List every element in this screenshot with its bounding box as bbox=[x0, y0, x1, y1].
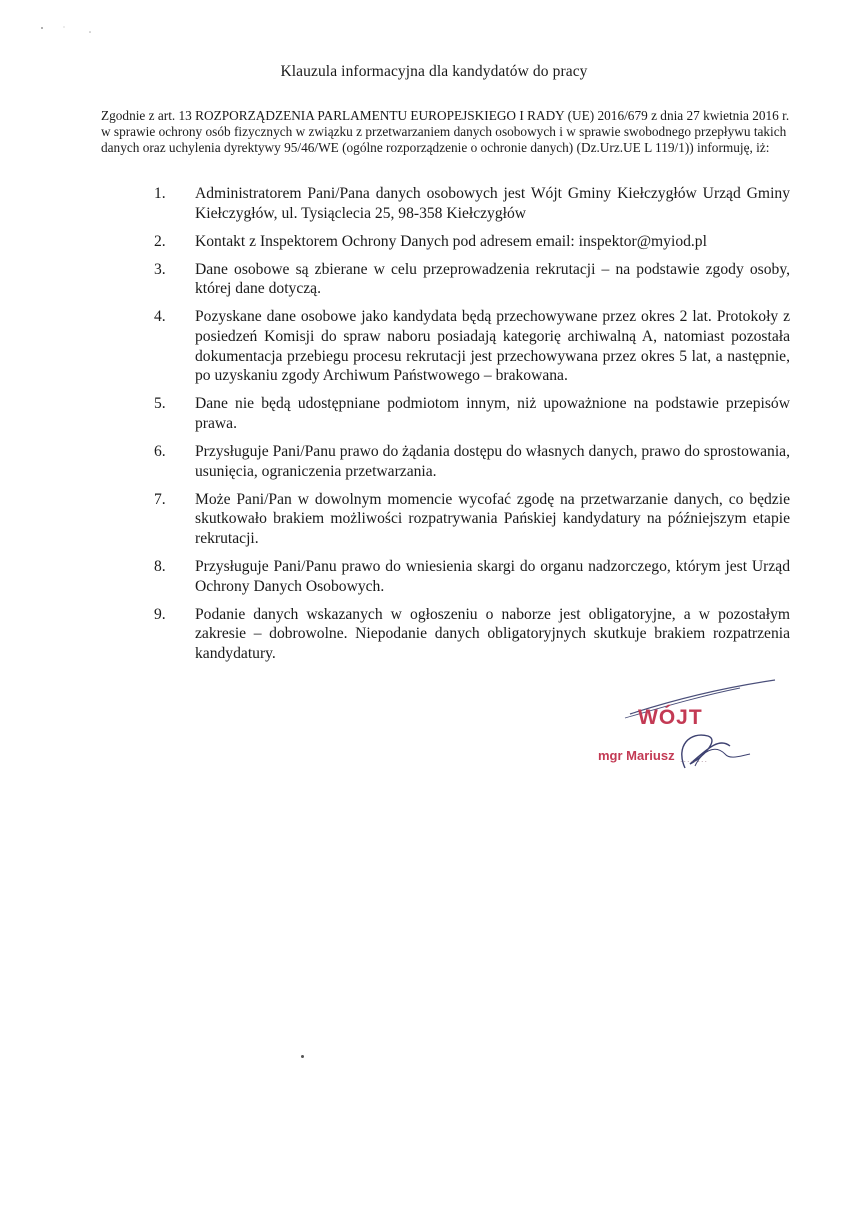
list-item-number: 3. bbox=[154, 260, 166, 278]
scan-specks bbox=[30, 18, 110, 38]
clause-list bbox=[150, 184, 790, 672]
list-item bbox=[150, 232, 790, 252]
list-item-number: 8. bbox=[154, 558, 166, 575]
list-item bbox=[150, 605, 790, 664]
list-item bbox=[150, 307, 790, 385]
list-item bbox=[150, 490, 790, 549]
list-item-number: 9. bbox=[154, 605, 166, 623]
stamp-title: WÓJT bbox=[638, 706, 703, 729]
signature-stamp bbox=[590, 676, 780, 776]
list-item-number: 4. bbox=[154, 308, 166, 326]
list-item-number: 7. bbox=[154, 490, 166, 508]
list-item-number: 5. bbox=[154, 395, 166, 413]
svg-text:........: ........ bbox=[680, 754, 709, 764]
list-item bbox=[150, 260, 790, 299]
list-item-number: 1. bbox=[154, 185, 166, 202]
list-item bbox=[150, 394, 790, 433]
intro-paragraph: Zgodnie z art. 13 ROZPORZĄDZENIA PARLAMENTU EUROPEJSKIEGO I RADY (UE) 2016/679 z dnia 27 kwietnia 2016 r. w sprawie ochrony osób fizycznych w związku z przetwarzaniem danych osobowych i w sprawie swobodnego przepływu takich danych oraz uchylenia dyrektywy 95/46/WE (ogólne rozporządzenie o ochronie danych) (Dz.Urz.UE L 119/1)) informuję, iż: bbox=[101, 108, 790, 155]
list-item bbox=[150, 557, 790, 596]
list-item-text: Może Pani/Pan w dowolnym momencie wycofać zgodę na przetwarzanie danych, co będzie skutkowało brakiem możliwości rozpatrywania Pańskiej kandydatury na późniejszym etapie rekrutacji. bbox=[195, 490, 790, 547]
list-item-text: Pozyskane dane osobowe jako kandydata będą przechowywane przez okres 2 lat. Protokoły z posiedzeń Komisji do spraw naboru posiadają kategorię archiwalną A, natomiast pozostała dokumentacja przebiegu procesu rekrutacji jest przechowywana przez okres 5 lat, a następnie, po uzyskaniu zgody Archiwum Państwowego – brakowana. bbox=[195, 308, 790, 385]
document-title: Klauzula informacyjna dla kandydatów do pracy bbox=[280, 63, 588, 80]
list-item-text: Kontakt z Inspektorem Ochrony Danych pod adresem email: inspektor@myiod.pl bbox=[195, 232, 707, 250]
list-item-text: Przysługuje Pani/Panu prawo do żądania dostępu do własnych danych, prawo do sprostowania, usunięcia, ograniczenia przetwarzania. bbox=[195, 443, 790, 480]
list-item-number: 6. bbox=[154, 443, 166, 461]
scan-speck bbox=[301, 1055, 304, 1058]
list-item-number: 2. bbox=[154, 232, 166, 250]
stamp-name: mgr Mariusz bbox=[598, 748, 675, 763]
list-item bbox=[150, 184, 790, 223]
list-item bbox=[150, 442, 790, 481]
list-item-text: Dane nie będą udostępniane podmiotom innym, niż upoważnione na podstawie przepisów prawa. bbox=[195, 395, 790, 432]
list-item-text: Przysługuje Pani/Panu prawo do wniesienia skargi do organu nadzorczego, którym jest Urząd Ochrony Danych Osobowych. bbox=[195, 558, 790, 595]
list-item-text: Dane osobowe są zbierane w celu przeprowadzenia rekrutacji – na podstawie zgody osoby, której dane dotyczą. bbox=[195, 260, 790, 298]
list-item-text: Administratorem Pani/Pana danych osobowych jest Wójt Gminy Kiełczygłów Urząd Gminy Kiełczygłów, ul. Tysiąclecia 25, 98-358 Kiełczygłów bbox=[195, 185, 790, 222]
list-item-text: Podanie danych wskazanych w ogłoszeniu o naborze jest obligatoryjne, a w pozostałym zakresie – dobrowolne. Niepodanie danych obligatoryjnych skutkuje brakiem rozpatrzenia kandydatury. bbox=[195, 605, 790, 662]
